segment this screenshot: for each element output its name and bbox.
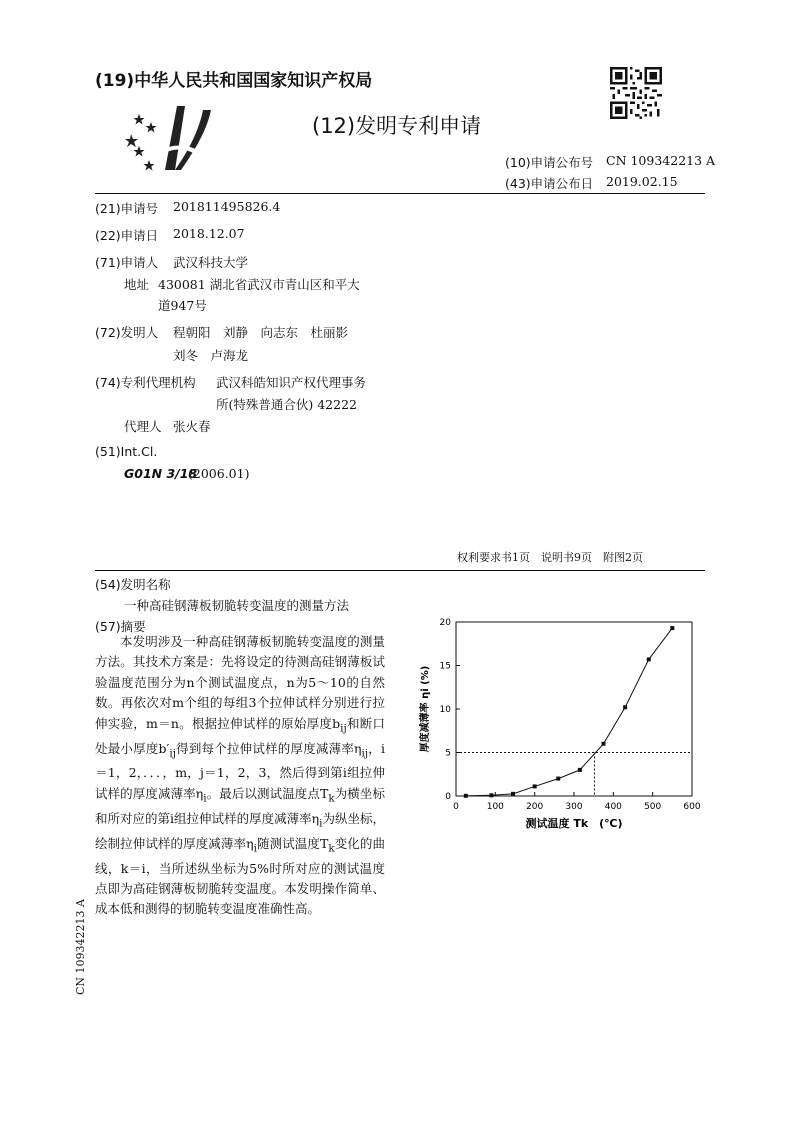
publication-date: 2019.02.15 [606,174,678,189]
publication-number-label: (10)申请公布号 [505,155,594,170]
side-publication-number: CN 109342213 A [74,899,87,995]
data-point [464,794,468,798]
address-line-1: 430081 湖北省武汉市青山区和平大 [158,277,360,292]
threshold-lines [456,753,692,797]
intcl-label: (51)Int.Cl. [95,444,158,459]
y-tick-label: 10 [439,705,451,715]
agent-label: 代理人 [124,419,162,434]
agency-line-2: 所(特殊普通合伙) 42222 [216,397,357,412]
application-number: 201811495826.4 [173,199,281,214]
intcl-date: (2006.01) [188,466,250,481]
y-axis-label: 厚度减薄率 ηi (%) [420,665,431,753]
y-tick-label: 5 [445,748,451,759]
series-line [466,628,673,796]
y-axis-ticks [440,618,460,802]
inventors-line-1: 程朝阳 刘静 向志东 杜丽影 [173,325,349,340]
x-tick-label: 100 [486,802,504,812]
publication-number: CN 109342213 A [606,153,716,168]
y-tick-label: 20 [439,618,451,628]
data-point [602,742,606,746]
x-tick-label: 0 [453,802,459,812]
agency-line-1: 武汉科皓知识产权代理事务 [216,375,367,390]
data-point [623,705,627,709]
data-point [556,777,560,781]
page-summary: 权利要求书1页 说明书9页 附图2页 [457,551,643,564]
agency-label: (74)专利代理机构 [95,375,196,390]
document-type: (12)发明专利申请 [312,114,482,138]
abstract-text: 本发明涉及一种高硅钢薄板韧脆转变温度的测量方法。其技术方案是：先将设定的待测高硅钢薄板试验温度范围分为n个测试温度点，n为5～10的自然数。再依次对m个组的每组3个拉伸试样分别进行拉伸实验，m＝n。根据拉伸试样的原始厚度$b_{ij}$和断口处最小厚度$b'_{ij}$得到每个拉伸试样的厚度减薄率$\eta_{ij}$，i＝1，2，．．．，m，j＝1，2，3，然后得到第i组拉伸试样的厚度减薄率$\eta_i$。最后以测试温度点$T_k$为横坐标和所对应的第i组拉伸试样的厚度减薄率$\eta_i$为纵坐标，绘制拉伸试样的厚度减薄率$\eta_i$随测试温度$T_k$变化的曲线，k＝i，当所述纵坐标为5%时所对应的测试温度点即为高硅钢薄板韧脆转变温度。本发明操作简单、成本低和测得的韧脆转变温度准确性高。 [95,634,386,917]
invention-title: 一种高硅钢薄板韧脆转变温度的测量方法 [124,598,350,613]
address-label: 地址 [124,277,150,292]
x-tick-label: 300 [565,802,583,812]
summary-divider [95,570,705,571]
x-tick-label: 500 [644,802,662,812]
applicant: 武汉科技大学 [173,255,249,270]
data-point [578,768,582,772]
x-tick-label: 200 [526,802,544,812]
application-date-label: (22)申请日 [95,228,159,243]
applicant-label: (71)申请人 [95,255,159,270]
header-divider [95,193,705,194]
patent-office-name: (19)中华人民共和国国家知识产权局 [95,71,373,91]
data-point [489,793,493,797]
inventors-label: (72)发明人 [95,325,159,340]
x-axis-label: 测试温度 Tk (℃) [525,817,623,830]
agent: 张火春 [173,419,211,434]
inventors-line-2: 刘冬 卢海龙 [173,348,249,363]
data-point [533,784,537,788]
cnipa-logo-icon [125,100,215,178]
application-date: 2018.12.07 [173,226,245,241]
title-label: (54)发明名称 [95,577,171,592]
application-number-label: (21)申请号 [95,201,159,216]
x-tick-label: 600 [683,802,701,812]
data-point [511,792,515,796]
data-series [464,626,675,798]
x-tick-label: 400 [604,802,622,812]
qr-code-icon [610,67,662,119]
address-line-2: 道947号 [158,298,207,313]
intcl-class: G01N 3/18 [124,466,198,481]
data-point [647,657,651,661]
y-tick-label: 15 [439,661,451,672]
data-point [670,626,674,630]
y-tick-label: 0 [445,792,451,802]
plot-frame [456,622,692,796]
thinning-rate-chart [410,612,710,842]
abstract-label: (57)摘要 [95,619,146,634]
publication-date-label: (43)申请公布日 [505,176,594,191]
